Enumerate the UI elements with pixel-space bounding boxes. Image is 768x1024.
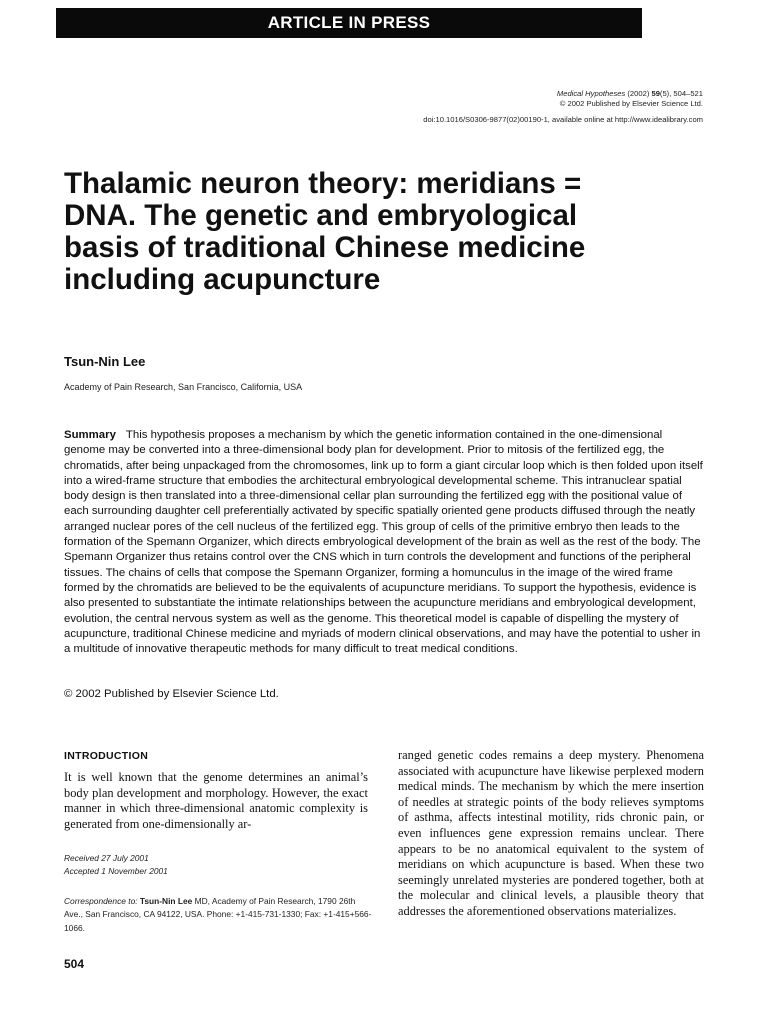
author-name: Tsun-Nin Lee xyxy=(64,354,146,369)
abstract-copyright: © 2002 Published by Elsevier Science Ltd. xyxy=(64,688,279,700)
abstract-text: This hypothesis proposes a mechanism by which the genetic information contained in the one-dimensional genome may be converted into a three-dimensional body plan for development. Prior to mitosis of the fertilized egg, the chromatids, after being unpackaged from the chromosomes, link up to form a giant circular loop which is then folded upon itself into a wired-frame structure that embodies the architectural embryological developmental scheme. This intranuclear spatial body design is then translated into a three-dimensional cellar plan surrounding the fertilized egg with the positional value of each surrounding daughter cell preferentially activated by specific spatially oriented gene products diffused through the neatly arranged nuclear pores of the cell nucleus of the fertilized egg. This group of cells of the primitive embryo then leads to the formation of the Spemann Organizer, which directs embryological development of the brain as well as the rest of the body. The Spemann Organizer thus retains control over the CNS which in turn controls the development and functions of the peripheral tissues. The chains of cells that compose the Spemann Organizer, forming a homunculus in the image of the wired frame formed by the chromatids are believed to be the equivalents of acupuncture meridians. To support the hypothesis, evidence is also presented to substantiate the intimate relationships between the acupuncture meridians and embryological development, evolution, the central nervous system as well as the genome. This theoretical model is capable of dispelling the mystery of acupuncture, traditional Chinese medicine and myriads of modern clinical observations, and may have the potential to usher in a multitude of innovative therapeutic methods for many difficult to treat medical conditions. xyxy=(64,429,703,656)
abstract-label: Summary xyxy=(64,429,116,441)
introduction-text-left: It is well known that the genome determines an animal’s body plan development and morphology. However, the exact manner in which three-dimensional anatomic complexity is generated from one-dimensionally ar- xyxy=(64,770,368,831)
correspondence-details: MD, Academy of Pain Research, 1790 26th Ave., San Francisco, CA 94122, USA. Phone: +1-415-731-1330; Fax: +1-415+566-1066. xyxy=(64,896,372,933)
received-date: Received 27 July 2001 xyxy=(64,853,149,863)
citation-volume: 59 xyxy=(651,89,660,98)
abstract xyxy=(64,428,704,657)
introduction-heading: INTRODUCTION xyxy=(64,750,149,762)
article-title: Thalamic neuron theory: meridians = DNA. The genetic and embryological basis of traditional Chinese medicine including acupuncture xyxy=(64,167,586,296)
doi-line: doi:10.1016/S0306-9877(02)00190-1, available online at http://www.idealibrary.com xyxy=(423,115,703,124)
correspondence-name: Tsun-Nin Lee xyxy=(139,896,193,906)
page-number: 504 xyxy=(64,957,85,971)
citation-issue-pages: (5), 504–521 xyxy=(659,89,703,98)
correspondence-label: Correspondence to: xyxy=(64,896,138,906)
manuscript-dates xyxy=(64,852,374,879)
introduction-text-right: ranged genetic codes remains a deep mystery. Phenomena associated with acupuncture have likewise perplexed modern medical minds. The mechanism by which the mere insertion of needles at strategic points of the body relieves symptoms of asthma, affects intestinal motility, rids chronic pain, or even influences gene expression remains unclear. There appears to be no anatomical equivalent to the system of meridians on which acupuncture is based. When these two seemingly unrelated mysteries are pondered together, both at the molecular and clinical levels, a plausible theory that addresses the aforementioned observations materializes. xyxy=(398,748,704,918)
article-in-press-banner: ARTICLE IN PRESS xyxy=(56,8,642,38)
author-affiliation: Academy of Pain Research, San Francisco, California, USA xyxy=(64,382,303,392)
publisher-copyright: © 2002 Published by Elsevier Science Ltd. xyxy=(559,99,703,108)
correspondence-note xyxy=(64,895,374,935)
journal-name: Medical Hypotheses xyxy=(556,89,626,98)
citation-year: (2002) xyxy=(625,89,652,98)
accepted-date: Accepted 1 November 2001 xyxy=(64,866,168,877)
